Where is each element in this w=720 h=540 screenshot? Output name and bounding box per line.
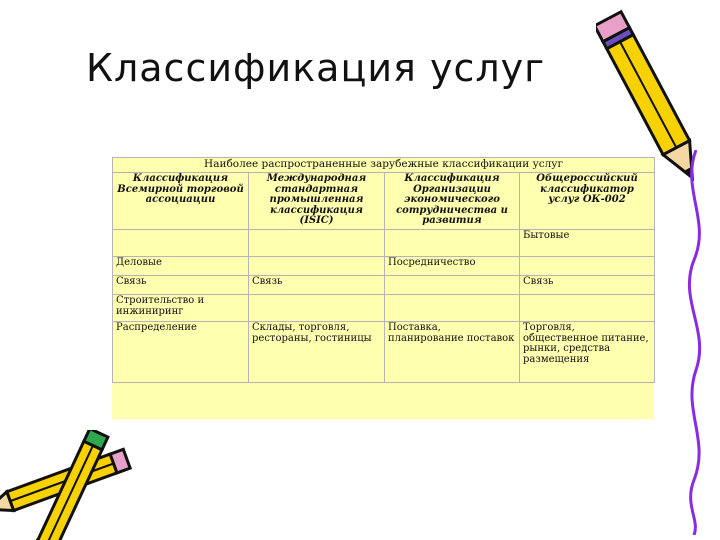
pencils-icon — [0, 430, 160, 540]
table-cell — [249, 230, 385, 257]
table-cell: Распределение — [113, 322, 249, 383]
table-cell: Бытовые — [520, 230, 655, 257]
table-header-row — [113, 173, 655, 230]
column-header: Международная стандартная промышленная классификация (ISIC) — [249, 173, 385, 230]
slide-title: Классификация услуг — [86, 46, 546, 90]
table-row — [113, 230, 655, 257]
table-cell — [385, 230, 520, 257]
table-cell — [520, 295, 655, 322]
table-caption-row — [113, 158, 655, 173]
column-header: Общероссийский классификатор услуг ОК-002 — [520, 173, 655, 230]
table-cell: Строительство и инжиниринг — [113, 295, 249, 322]
squiggle-decoration — [676, 150, 716, 535]
classification-table-wrap — [112, 157, 654, 419]
classification-table — [112, 157, 655, 383]
table-row — [113, 276, 655, 295]
table-cell: Связь — [113, 276, 249, 295]
table-cell — [385, 276, 520, 295]
table-row — [113, 295, 655, 322]
table-cell: Склады, торговля, рестораны, гостиницы — [249, 322, 385, 383]
column-header: Классификация Всемирной торговой ассоциации — [113, 173, 249, 230]
table-cell: Связь — [520, 276, 655, 295]
table-cell — [520, 257, 655, 276]
table-cell — [249, 257, 385, 276]
table-cell — [113, 230, 249, 257]
table-cell: Торговля, общественное питание, рынки, средства размещения — [520, 322, 655, 383]
table-cell: Связь — [249, 276, 385, 295]
table-cell: Деловые — [113, 257, 249, 276]
table-row — [113, 322, 655, 383]
column-header: Классификация Организации экономического сотрудничества и развития — [385, 173, 520, 230]
table-row — [113, 257, 655, 276]
table-caption: Наиболее распространенные зарубежные классификации услуг — [113, 158, 655, 173]
table-cell — [385, 295, 520, 322]
table-cell: Посредничество — [385, 257, 520, 276]
table-cell: Поставка, планирование поставок — [385, 322, 520, 383]
table-cell — [249, 295, 385, 322]
